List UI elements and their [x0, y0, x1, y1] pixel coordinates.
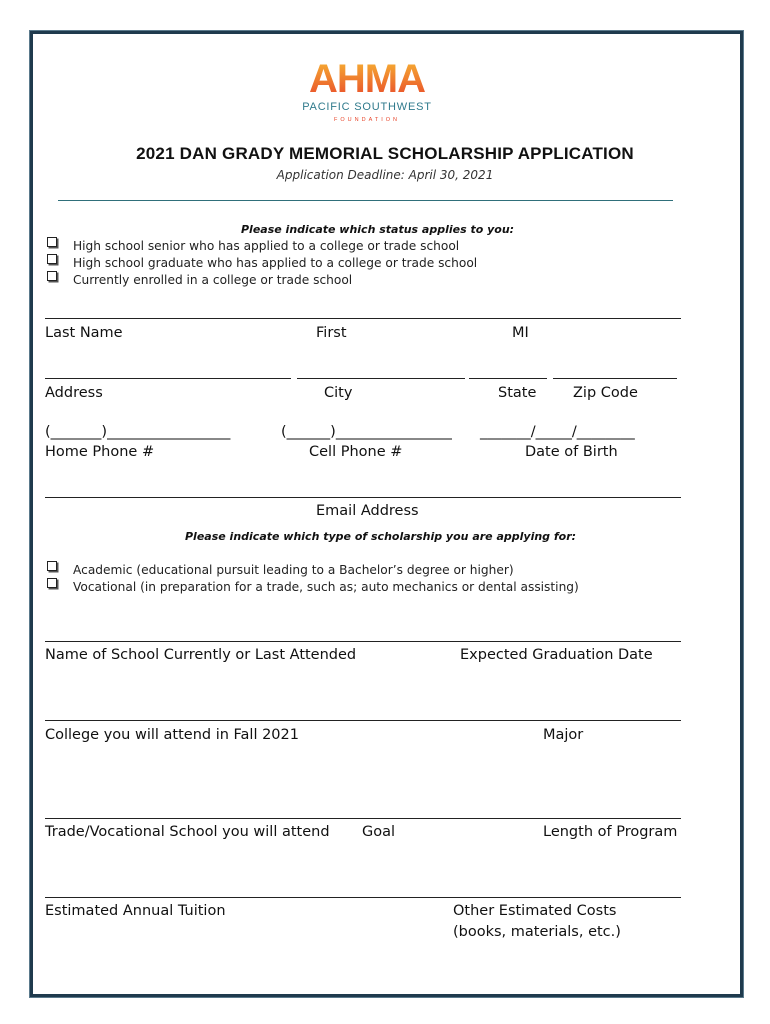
scholarship-option-academic: Academic (educational pursuit leading to a Bachelor’s degree or higher) [73, 563, 514, 577]
annual-tuition-label: Estimated Annual Tuition [45, 903, 226, 919]
other-costs-label: Other Estimated Costs [453, 903, 617, 919]
header-divider [58, 200, 673, 201]
other-costs-note: (books, materials, etc.) [453, 924, 621, 940]
email-label: Email Address [316, 503, 419, 519]
scholarship-checkbox-academic[interactable] [47, 561, 57, 571]
scholarship-option-vocational: Vocational (in preparation for a trade, such as; auto mechanics or dental assisting) [73, 580, 579, 594]
status-prompt: Please indicate which status applies to you: [241, 223, 515, 236]
status-option-2: High school graduate who has applied to a college or trade school [73, 256, 478, 270]
ahma-logo [294, 54, 440, 124]
zip-code-label: Zip Code [573, 385, 638, 401]
scholarship-checkbox-vocational[interactable] [47, 578, 57, 588]
home-phone-input[interactable]: (_______)_________________ [45, 424, 231, 440]
status-checkbox-2[interactable] [47, 254, 57, 264]
city-input-line[interactable] [297, 378, 465, 379]
home-phone-label: Home Phone # [45, 444, 155, 460]
logo-tagline: PACIFIC SOUTHWEST [302, 101, 432, 113]
email-input-line[interactable] [45, 497, 681, 498]
trade-school-input-line[interactable] [45, 818, 681, 819]
cell-phone-input[interactable]: (______)________________ [281, 424, 452, 440]
cell-phone-label: Cell Phone # [309, 444, 403, 460]
mi-label: MI [512, 325, 529, 341]
status-option-1: High school senior who has applied to a college or trade school [73, 239, 460, 253]
major-label: Major [543, 727, 584, 743]
logo-wordmark: AHMA [309, 57, 425, 101]
tuition-input-line[interactable] [45, 897, 681, 898]
logo-subtagline: FOUNDATION [334, 117, 400, 123]
first-name-label: First [316, 325, 347, 341]
program-length-label: Length of Program [543, 824, 678, 840]
trade-school-label: Trade/Vocational School you will attend [45, 824, 330, 840]
status-checkbox-1[interactable] [47, 237, 57, 247]
city-label: City [324, 385, 353, 401]
application-deadline: Application Deadline: April 30, 2021 [276, 168, 494, 182]
status-option-3: Currently enrolled in a college or trade school [73, 273, 353, 287]
date-of-birth-input[interactable]: _______/_____/________ [480, 424, 635, 440]
last-name-label: Last Name [45, 325, 123, 341]
scholarship-prompt: Please indicate which type of scholarship you are applying for: [185, 530, 577, 543]
current-school-label: Name of School Currently or Last Attended [45, 647, 357, 663]
zip-input-line[interactable] [553, 378, 677, 379]
expected-graduation-label: Expected Graduation Date [460, 647, 653, 663]
page-title: 2021 DAN GRADY MEMORIAL SCHOLARSHIP APPLICATION [136, 144, 634, 163]
goal-label: Goal [362, 824, 396, 840]
name-input-line[interactable] [45, 318, 681, 319]
state-label: State [498, 385, 537, 401]
college-input-line[interactable] [45, 720, 681, 721]
address-label: Address [45, 385, 103, 401]
date-of-birth-label: Date of Birth [525, 444, 618, 460]
college-fall-label: College you will attend in Fall 2021 [45, 727, 299, 743]
state-input-line[interactable] [469, 378, 547, 379]
status-checkbox-3[interactable] [47, 271, 57, 281]
current-school-input-line[interactable] [45, 641, 681, 642]
address-input-line[interactable] [45, 378, 291, 379]
